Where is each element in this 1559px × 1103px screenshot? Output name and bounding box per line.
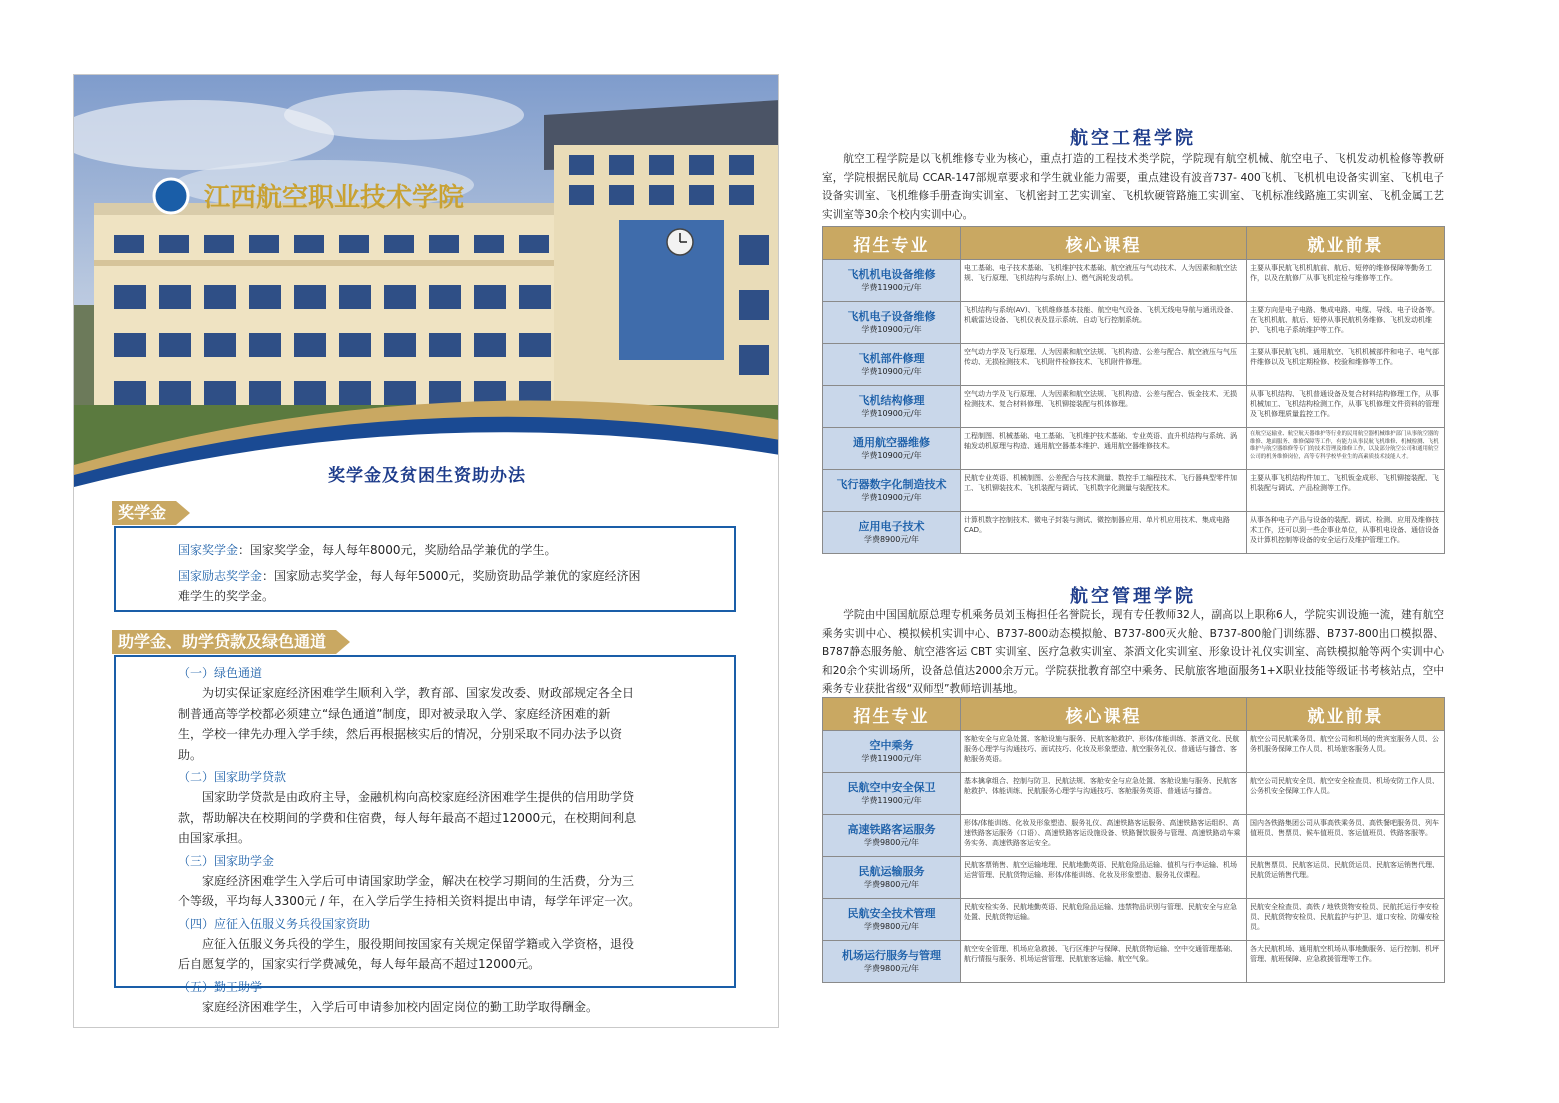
job-cell: 各大民航机场、通用航空机场从事地勤服务、运行控制、机坪管理、航班保障、应急救援管理等工作。 <box>1247 941 1445 983</box>
national-scholarship-text: ：国家奖学金，每人每年8000元，奖励给品学兼优的学生。 <box>238 543 557 557</box>
work-study-line-1: 家庭经济困难学生，入学后可申请参加校内固定岗位的勤工助学取得酬金。 <box>202 999 599 1014</box>
encouragement-scholarship-line <box>178 566 718 606</box>
major-name: 通用航空器维修 <box>853 436 930 449</box>
job-cell: 主要从事民航飞机机航前、航后、短停的维修保障等勤务工作，以及在航修厂从事飞机定检与维修等工作。 <box>1247 260 1445 302</box>
course-cell: 电工基础、电子技术基础、飞机维护技术基础、航空液压与气动技术、人为因素和航空法规、飞行原理、飞机结构与系统(上)、燃气涡轮发动机。 <box>961 260 1247 302</box>
major-fee: 学费10900元/年 <box>861 367 922 376</box>
major-name: 民航安全技术管理 <box>847 907 936 920</box>
major-cell <box>823 512 961 554</box>
major-cell <box>823 428 961 470</box>
job-cell: 航空公司民航乘务员、航空公司和机场的贵宾室服务人员、公务机服务保障工作人员、机场旅客服务人员。 <box>1247 731 1445 773</box>
green-channel-line-4: 助。 <box>178 747 203 762</box>
encouragement-scholarship-text-2: 难学生的奖学金。 <box>178 589 275 603</box>
course-cell: 形体/体能训练、化妆及形象塑造、服务礼仪、高速铁路客运服务、高速铁路客运组织、高速铁路客运服务（口语）、高速铁路客运设施设备、铁路餐饮服务与管理、高速铁路动车乘务实务、高速铁路客运安全。 <box>961 815 1247 857</box>
major-fee: 学费11900元/年 <box>861 796 922 805</box>
student-loan-line-2: 款，帮助解决在校期间的学费和住宿费，每人每年最高不超过12000元，在校期间利息 <box>178 810 637 825</box>
course-cell: 计算机数字控制技术、微电子封装与测试、微控制器应用、单片机应用技术、集成电路CAD。 <box>961 512 1247 554</box>
student-loan-line-3: 由国家承担。 <box>178 831 251 845</box>
course-cell: 空气动力学及飞行原理、人为因素和航空法规、飞机构造、公差与配合、航空液压与气压传动、无损检测技术、飞机附件检修技术、飞机附件修理。 <box>961 344 1247 386</box>
national-grant-title: （三）国家助学金 <box>178 853 275 868</box>
major-cell <box>823 857 961 899</box>
management-majors-table <box>822 697 1445 983</box>
engineering-majors-table <box>822 226 1445 554</box>
major-cell <box>823 470 961 512</box>
major-cell <box>823 260 961 302</box>
major-name: 飞机结构修理 <box>858 394 925 407</box>
major-name: 民航运输服务 <box>858 865 925 878</box>
course-cell: 基本擒拿组合、控制与防卫、民航法规、客舱安全与应急处置、客舱设施与服务、民航客舱救护、体能训练、民航服务心理学与沟通技巧、客舱服务英语、普通话与播音。 <box>961 773 1247 815</box>
major-fee: 学费8900元/年 <box>863 535 920 544</box>
aid-content <box>178 663 713 1017</box>
course-cell: 民航安检实务、民航地勤英语、民航危险品运输、违禁物品识别与管理、民航安全与应急处置、民航货物运输。 <box>961 899 1247 941</box>
major-fee: 学费11900元/年 <box>861 754 922 763</box>
course-cell: 空气动力学及飞行原理、人为因素和航空法规、飞机构造、公差与配合、钣金技术、无损检测技术、复合材料修理、飞机铆接装配与机体修理。 <box>961 386 1247 428</box>
major-name: 机场运行服务与管理 <box>842 949 941 962</box>
management-college-title: 航空管理学院 <box>1070 586 1196 607</box>
major-fee: 学费9800元/年 <box>863 880 920 889</box>
military-aid-title: （四）应征入伍服义务兵役国家资助 <box>178 916 371 931</box>
major-cell <box>823 899 961 941</box>
major-cell <box>823 815 961 857</box>
major-cell <box>823 731 961 773</box>
green-channel-line-3: 生，学校一律先办理入学手续，然后再根据核实后的情况，分别采取不同办法予以资 <box>178 727 623 741</box>
header-course: 核心课程 <box>961 698 1247 731</box>
table-row <box>823 512 1445 554</box>
major-name: 高速铁路客运服务 <box>847 823 936 836</box>
table-header-row <box>823 227 1445 260</box>
table-row <box>823 344 1445 386</box>
header-job: 就业前景 <box>1247 227 1445 260</box>
table-row <box>823 773 1445 815</box>
job-cell: 主要从事飞机结构件加工、飞机钣金成形、飞机铆接装配、飞机装配与调试、产品检测等工作。 <box>1247 470 1445 512</box>
building-sign: 江西航空职业技术学院 <box>204 183 465 213</box>
header-major: 招生专业 <box>823 227 961 260</box>
course-cell: 飞机结构与系统(AV)、飞机维修基本技能、航空电气设备、飞机无线电导航与通讯设备、机载雷达设备、飞机仪表及显示系统、自动飞行控制系统。 <box>961 302 1247 344</box>
major-name: 飞机部件修理 <box>858 352 925 365</box>
major-fee: 学费9800元/年 <box>863 964 920 973</box>
encouragement-scholarship-label: 国家励志奖学金 <box>178 569 263 583</box>
course-cell: 工程制图、机械基础、电工基础、飞机维护技术基础、专业英语、直升机结构与系统、涡轴发动机原理与构造、通用航空器基本维护、通用航空器维修技术。 <box>961 428 1247 470</box>
scholarship-box <box>114 526 736 612</box>
work-study-title: （五）勤工助学 <box>178 979 263 994</box>
aid-heading: 助学金、助学贷款及绿色通道 <box>112 630 336 654</box>
major-cell <box>823 344 961 386</box>
national-grant-line-1: 家庭经济困难学生入学后可申请国家助学金，解决在校学习期间的生活费，分为三 <box>202 873 635 888</box>
major-name: 飞机电子设备维修 <box>847 310 936 323</box>
major-cell <box>823 386 961 428</box>
job-cell: 主要从事民航飞机、通用航空、飞机机械部件和电子、电气部件维修以及飞机定期检修、校验和维修等工作。 <box>1247 344 1445 386</box>
course-cell: 航空安全管理、机场应急救援、飞行区维护与保障、民航货物运输、空中交通管理基础、航行情报与服务、机场运营管理、民航旅客运输、航空气象。 <box>961 941 1247 983</box>
management-college-intro: 学院由中国国航原总理专机乘务员刘玉梅担任名誉院长，现有专任教师32人，副高以上职称6人，学院实训设施一流，建有航空乘务实训中心、模拟候机实训中心、B737-800动态模拟舱、B737-800灭火舱、B737-800舱门训练器、B737-800出口模拟器、B787静态服务舱、航空港客运 CBT 实训室、医疗急救实训室、茶酒文化实训室、形象设计礼仪实训室、高铁模拟舱等两个实训中心和20余个实训场所，设备总值达2000余万元。学院获批教育部空中乘务、民航旅客地面服务1+X职业技能等级证书考核站点，空中乘务专业获批省级“双师型”教师培训基地。 <box>822 609 1444 696</box>
campus-building-photo <box>74 75 779 505</box>
job-cell: 主要方向是电子电路、集成电路、电缆、导线、电子设备等。在飞机机航、航后、短停从事民航机务维修、飞机发动机维护、飞机电子系统维护等工作。 <box>1247 302 1445 344</box>
header-course: 核心课程 <box>961 227 1247 260</box>
course-cell: 客舱安全与应急处置、客舱设施与服务、民航客舱救护、形体/体能训练、茶酒文化、民航服务心理学与沟通技巧、面试技巧、化妆及形象塑造、航空服务礼仪、普通话与播音、客舱服务英语。 <box>961 731 1247 773</box>
engineering-college-intro: 航空工程学院是以飞机维修专业为核心，重点打造的工程技术类学院，学院现有航空机械、航空电子、飞机发动机检修等教研室，学院根据民航局 CCAR-147部规章要求和学生就业能力需要，重点建设有波音737- 400飞机、飞机机电设备实训室、飞机电子设备实训室、飞机维修手册查询实训室、飞机密封工艺实训室、飞机软硬管路施工实训室、飞机标准线路施工实训室、飞机金属工艺实训室等30余个校内实训中心。 <box>822 153 1444 221</box>
course-cell: 民航客票销售、航空运输地理、民航地勤英语、民航危险品运输、值机与行李运输、机场运营管理、民航货物运输、形体/体能训练、化妆及形象塑造、服务礼仪课程。 <box>961 857 1247 899</box>
encouragement-scholarship-text-1: ：国家励志奖学金，每人每年5000元，奖励资助品学兼优的家庭经济困 <box>262 569 641 583</box>
national-scholarship-line <box>178 540 557 560</box>
scholarship-heading: 奖学金 <box>112 501 176 525</box>
table-row <box>823 941 1445 983</box>
table-row <box>823 386 1445 428</box>
job-cell: 国内各铁路集团公司从事高铁乘务员、高铁餐吧服务员、列车值班员、售票员、候车值班员、客运值班员、铁路客服等。 <box>1247 815 1445 857</box>
major-name: 民航空中安全保卫 <box>847 781 936 794</box>
job-cell: 民航安全检查员、高铁 / 地铁货物安检员、民航托运行李安检员、民航货物安检员、民航监护与护卫、道口安检、防爆安检员。 <box>1247 899 1445 941</box>
major-cell <box>823 773 961 815</box>
major-cell <box>823 941 961 983</box>
major-fee: 学费10900元/年 <box>861 451 922 460</box>
military-aid-line-2: 后自愿复学的，国家实行学费减免，每人每年最高不超过12000元。 <box>178 957 541 971</box>
header-major: 招生专业 <box>823 698 961 731</box>
table-row <box>823 302 1445 344</box>
aid-box <box>114 655 736 1014</box>
major-name: 飞机机电设备维修 <box>847 268 936 281</box>
header-job: 就业前景 <box>1247 698 1445 731</box>
green-channel-title: （一）绿色通道 <box>178 666 263 680</box>
job-cell: 航空公司民航安全员、航空安全检查员、机场安防工作人员、公务机安全保障工作人员。 <box>1247 773 1445 815</box>
major-fee: 学费9800元/年 <box>863 922 920 931</box>
course-cell: 民航专业英语、机械制图、公差配合与技术测量、数控手工编程技术、飞行器典型零件加工、飞机铆装技术、飞机装配与调试、飞机数字化测量与装配技术。 <box>961 470 1247 512</box>
major-cell <box>823 302 961 344</box>
green-channel-line-2: 制普通高等学校都必须建立“绿色通道”制度，即对被录取入学、家庭经济困难的新 <box>178 706 611 721</box>
engineering-college-title: 航空工程学院 <box>1070 128 1196 149</box>
table-row <box>823 428 1445 470</box>
student-loan-line-1: 国家助学贷款是由政府主导，金融机构向高校家庭经济困难学生提供的信用助学贷 <box>202 790 635 804</box>
major-name: 应用电子技术 <box>858 520 925 533</box>
table-header-row <box>823 698 1445 731</box>
major-fee: 学费10900元/年 <box>861 493 922 502</box>
job-cell: 民航售票员、民航客运员、民航货运员、民航客运销售代理、民航货运销售代理。 <box>1247 857 1445 899</box>
table-row <box>823 731 1445 773</box>
major-fee: 学费9800元/年 <box>863 838 920 847</box>
scholarship-title: 奖学金及贫困生资助办法 <box>328 466 526 486</box>
table-row <box>823 857 1445 899</box>
job-cell: 从事各种电子产品与设备的装配、调试、检测、应用及维修技术工作，还可以到一些企事业单位，从事机电设备、通信设备及计算机控制等设备的安全运行及维护管理工作。 <box>1247 512 1445 554</box>
table-row <box>823 470 1445 512</box>
major-fee: 学费11900元/年 <box>861 283 922 292</box>
major-name: 空中乘务 <box>869 739 914 752</box>
job-cell: 在航空运输业、航空航天器维护等行业的民用航空器机械维护部门从事航空器的维修、地面服务、维修保障等工作，有能力从事民航飞机维修、机械检测、飞机维护与航空器维修等专门的技术管理及维修工作，以及部分航空公司和通用航空公司的机务维修岗位，高等专科学校毕业生的高素质技术技能人才。 <box>1247 428 1445 470</box>
left-page <box>73 74 779 1028</box>
table-row <box>823 260 1445 302</box>
green-channel-line-1: 为切实保证家庭经济困难学生顺利入学，教育部、国家发改委、财政部规定各全日 <box>202 686 635 700</box>
national-scholarship-label: 国家奖学金 <box>178 543 239 557</box>
student-loan-title: （二）国家助学贷款 <box>178 770 287 784</box>
table-row <box>823 899 1445 941</box>
job-cell: 从事飞机结构、飞机普通设备及复合材料结构修理工作，从事机械加工、飞机结构检测工作，从事飞机修理文件资料的管理及飞机修理质量监控工作。 <box>1247 386 1445 428</box>
major-name: 飞行器数字化制造技术 <box>836 478 947 491</box>
military-aid-line-1: 应征入伍服义务兵役的学生，服役期间按国家有关规定保留学籍或入学资格，退役 <box>202 936 635 951</box>
major-fee: 学费10900元/年 <box>861 409 922 418</box>
national-grant-line-2: 个等级，平均每人3300元 / 年，在入学后学生持相关资料提出申请，每学年评定一次。 <box>178 894 641 908</box>
table-row <box>823 815 1445 857</box>
major-fee: 学费10900元/年 <box>861 325 922 334</box>
